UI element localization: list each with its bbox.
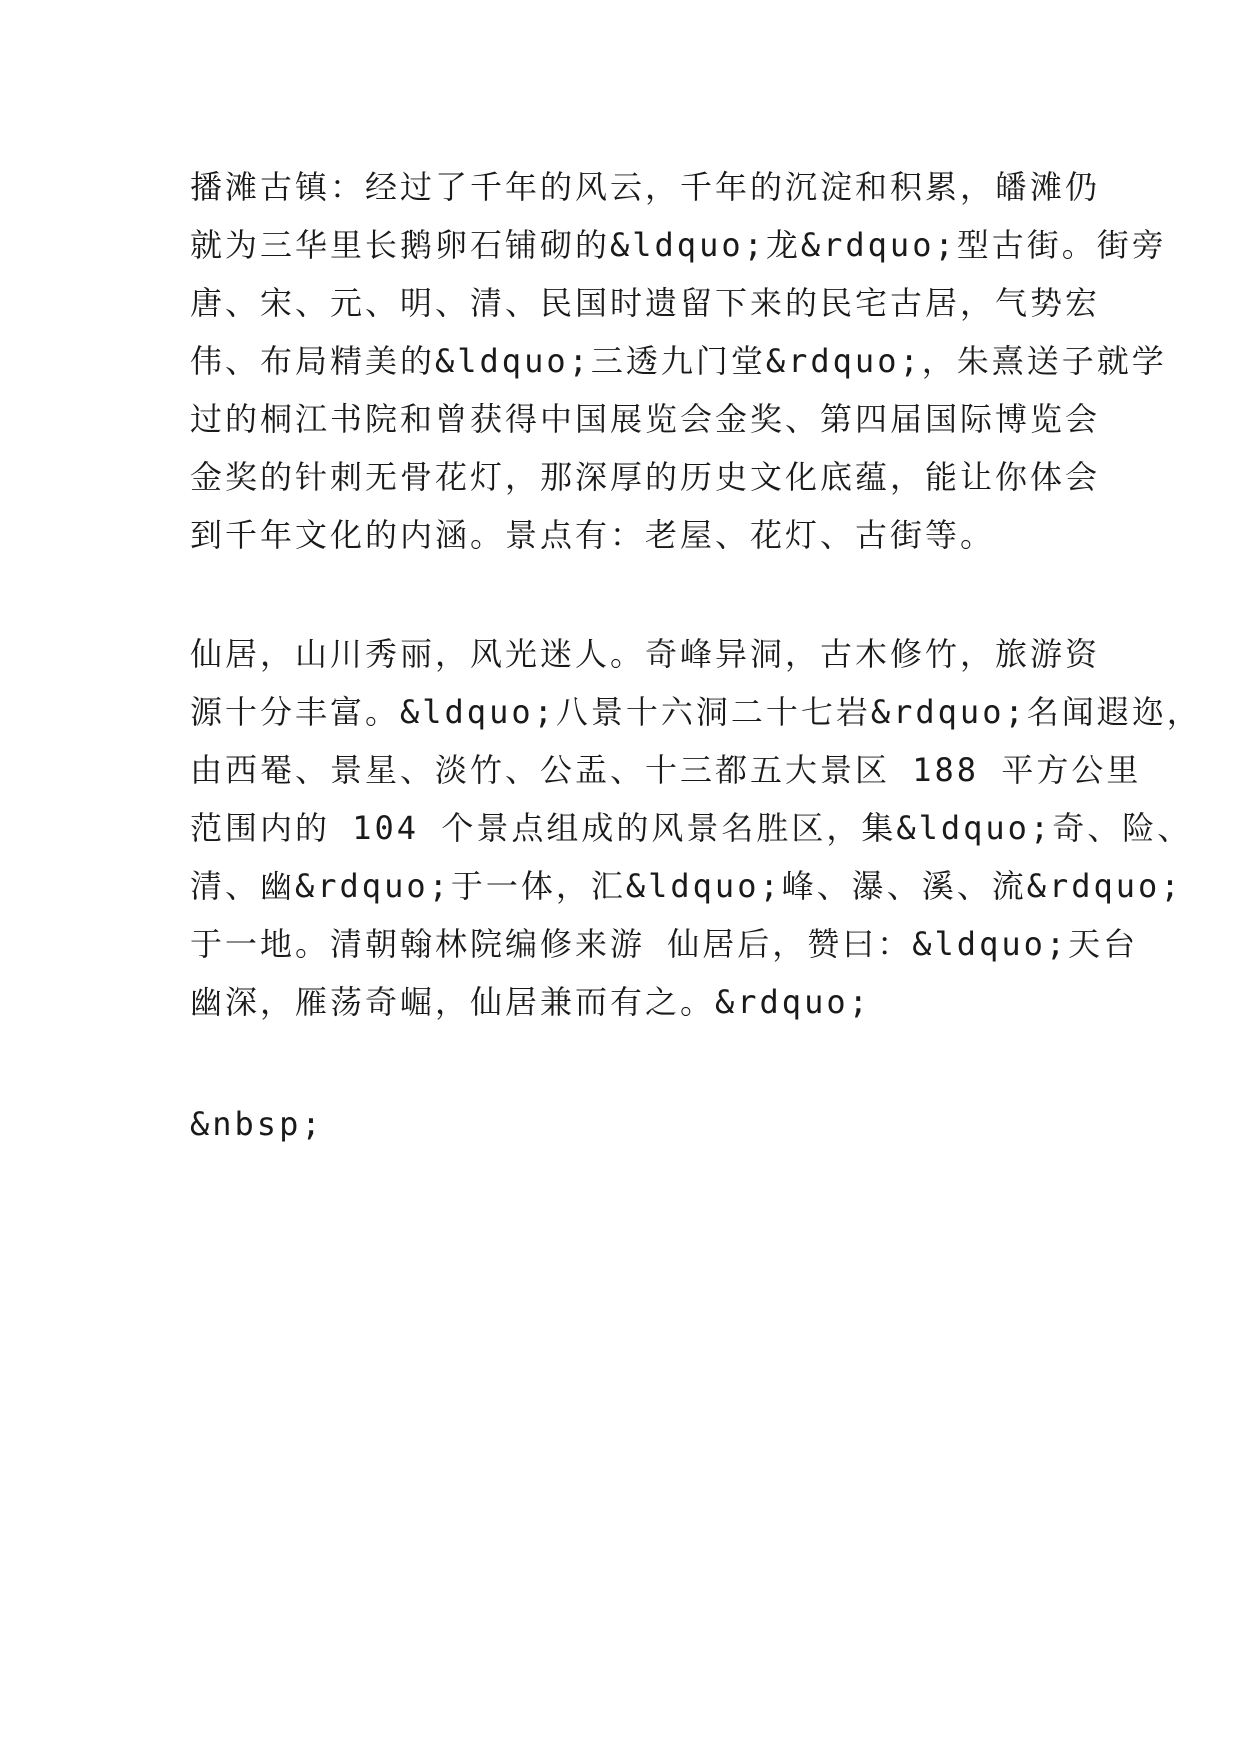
text-line: 就为三华里长鹅卵石铺砌的&ldquo;龙&rdquo;型古街。街旁 [190,226,1167,264]
text-line: 仙居，山川秀丽，风光迷人。奇峰异洞，古木修竹，旅游资 [190,635,1101,673]
text-line: 播滩古镇：经过了千年的风云，千年的沉淀和积累，皤滩仍 [190,168,1101,206]
text-line: 过的桐江书院和曾获得中国展览会金奖、第四届国际博览会 [190,400,1101,438]
text-line: 到千年文化的内涵。景点有：老屋、花灯、古街等。 [190,516,996,554]
text-line: &nbsp; [190,1105,324,1143]
paragraph-panxi-ancient-town [190,158,1167,564]
text-line: 清、幽&rdquo;于一体，汇&ldquo;峰、瀑、溪、流&rdquo; [190,867,1183,905]
text-line: 伟、布局精美的&ldquo;三透九门堂&rdquo;，朱熹送子就学 [190,342,1167,380]
text-line: 唐、宋、元、明、清、民国时遗留下来的民宅古居，气势宏 [190,284,1101,322]
text-line: 于一地。清朝翰林院编修来游 仙居后，赞曰：&ldquo;天台 [190,925,1139,963]
text-line: 范围内的 104 个景点组成的风景名胜区，集&ldquo;奇、险、 [190,809,1193,847]
text-line: 幽深，雁荡奇崛，仙居兼而有之。&rdquo; [190,983,871,1021]
paragraph-nbsp [190,1095,1090,1153]
paragraph-xianju-scenery [190,625,1202,1031]
text-line: 源十分丰富。&ldquo;八景十六洞二十七岩&rdquo;名闻遐迩， [190,693,1202,731]
text-line: 由西罨、景星、淡竹、公盂、十三都五大景区 188 平方公里 [190,751,1142,789]
text-line: 金奖的针刺无骨花灯，那深厚的历史文化底蕴，能让你体会 [190,458,1101,496]
